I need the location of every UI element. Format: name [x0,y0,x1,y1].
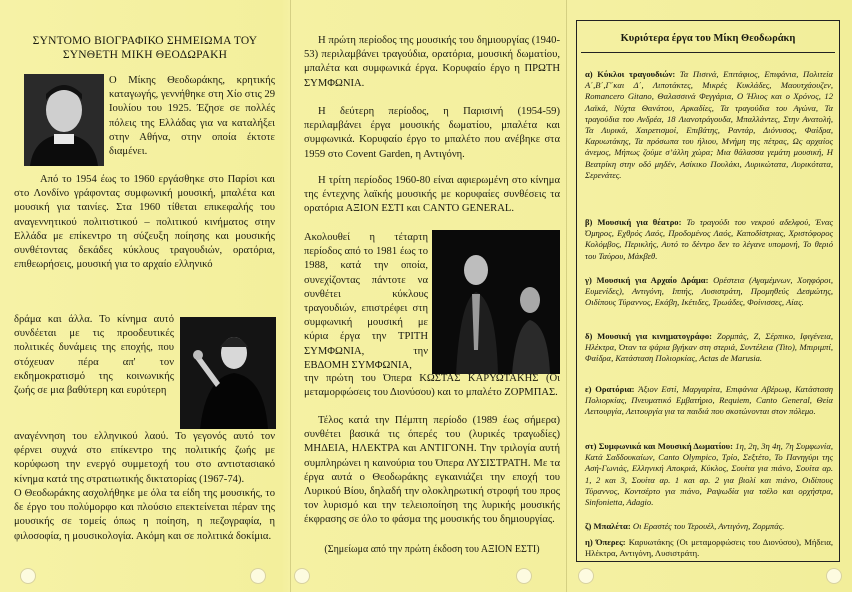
stage-photo [432,230,560,374]
works-section [585,384,833,418]
fold-line [566,0,567,592]
portrait-photo [24,74,104,166]
punch-hole [20,568,36,584]
section-text: Ζορμπάς, Ζ, Σέρπικο, Ιφιγένεια, Ηλέκτρα, Όταν τα ψάρια βγήκαν στη στεριά, Συντέλεια (Titο), Μπιριμπί, Φαίδρα, Κατάσταση Πολιορκίας, Actas de Marusia. [585,331,834,364]
works-section [585,217,833,262]
periods-column [304,0,560,592]
period-4-continued: την πρώτη του Όπερα ΚΩΣΤΑΣ ΚΑΡΥΩΤΑΚΗΣ (Οι μεταμορφώσεις του Διονύσου) και το μπαλέτο ΖΟΡΜΠΑΣ. [304,373,560,399]
conductor-photo [180,317,276,429]
section-text: Τα Πισινά, Επιτάφιος, Επιφάνια, Πολιτεία Α΄,Β΄,Γ΄και Δ΄, Λιποτάκτες, Μικρές Κυκλάδες, Μαουτχάουζεν, Romancero Gitano, Θαλασσινά Φεγγάρια, Ο Ήλιος και ο Χρόνος, 12 Λαϊκά, Νύχτα Θανάτου, Αρκαδίες, Τα τραγούδια του Αγώνα, Τα τραγούδια του Ανδρέα, 18 Λιανοτράγουδα, Μπαλλάντες, Στην Ανατολή, Τα Λυρικά, Χαιρετισμοί, Επιβάτης, Ραντάρ, Διόνυσος, Φαίδρα, Καρυωτάκης, Τα πρόσωπα του ήλιου, Μνήμη της πέτρας, Ως αρχαίος άνεμος, Μήπως ζούμε σ’άλλη χώρα; Μια θάλασσα γεμάτη μουσική, Η Βεατρίκη στην οδό μηδέν, Ασίκικο Πουλάκι, Λυρικώτατα, Λυρικότατα, Σερενάτες. [585,69,833,180]
punch-hole [516,568,532,584]
biography-column [14,0,276,592]
fold-line [290,0,291,592]
works-section [585,69,833,181]
section-text: 1η, 2η, 3η 4η, 7η Συμφωνία, Κατά Σαδδουκαίων, Canto Olympico, Τρίο, Σεξτέτο, Το Πανηγύρι της Ασή-Γωνιάς, Ελληνική Αποκριά, Κύκλος, Σουίτα για πιάνο, Σουίτα αρ. 1, 2 και 3, Σουίτα αρ. 1 και αρ. 2 για βιολί και πιάνο, Οιδίπους Τύραννος, Κοντσέρτο για πιάνο, Ραψωδία για τσέλο και ορχήστρα, Sinfonietta, Adagio. [585,441,833,508]
works-section [585,521,833,532]
section-label: η) Όπερες: [585,537,626,547]
section-label: α) Κύκλοι τραγουδιών: [585,69,676,79]
period-4-text: Ακολουθεί η τέταρτη περίοδος από το 1981 έως το 1988, κατά την οποία, συνεχίζοντας πάντοτε να συνθέτει κύκλους τραγουδιών, επιστρέφει στη συμφωνική μουσική με κύρια έργα την ΤΡΙΤΗ ΣΥΜΦΩΝΙΑ, την ΕΒΔΟΜΗ ΣΥΜΦΩΝΙΑ, [304,232,428,371]
paragraph-1: Από το 1954 έως το 1960 εργάσθηκε στο Παρίσι και στο Λονδίνο γράφοντας συμφωνική μουσική, μπαλέτα και μουσική για ταινίες. Στα 1960 τίθεται επικεφαλής του αναγεννητικού πολιτιστικού – πολιτικού κινήματος στην Ελλάδα με επίκεντρο τη σύζευξη ποίησης και μουσικής συνθέτοντας δεκάδες κύκλους τραγουδιών, ορατόρια, επιθεωρήσεις, μουσική για το αρχαίο ελληνικό [14,174,275,271]
portrait-image [24,74,104,166]
section-text: Καρυωτάκης (Οι μεταμορφώσεις του Διονύσου), Μήδεια, Ηλέκτρα, Αντιγόνη, Λυσιστράτη. [585,537,834,559]
title-line-1: ΣΥΝΤΟΜΟ ΒΙΟΓΡΑΦΙΚΟ ΣΗΜΕΙΩΜΑ ΤΟΥ [32,35,258,47]
works-box [576,20,840,562]
paragraph-2: αναγέννηση του ελληνικού λαού. Το γεγονός αυτό τον φέρνει συχνά στο επίκεντρο της πολιτικής ζωής με κορύφωση την ενεργό συμμετοχή του στο αντιστασιακό κίνημα κατά της στρατιωτικής δικτατορίας (1967-74). [14,431,275,485]
paragraph-1-continued: δράμα και άλλα. Το κίνημα αυτό συνδέεται με τις προοδευτικές πολιτικές δυνάμεις της εποχής, που στόχευαν πέρα απ' τον εκδημοκρατισμό της κοινωνικής ζωής σε μια βαθύτερη και ευρύτερη [14,314,174,397]
works-section [585,331,833,365]
section-text: Άξιον Εστί, Μαργαρίτα, Επιφάνια Αβέρωφ, Κατάσταση Πολιορκίας, Πνευματικό Εμβατήριο, Requiem, Canto General, Θεία Λειτουργία, Λειτουργία για τα παιδιά που σκοτώνονται στον πόλεμο. [585,384,833,417]
section-label: γ) Μουσική για Αρχαίο Δράμα: [585,275,709,285]
section-label: ζ) Μπαλέτα: [585,521,631,531]
section-text: Ορέστεια (Αγαμέμνων, Χοηφόροι, Ευμενίδες), Αντιγόνη, Ιππής, Λυσιστράτη, Προμηθεύς Δεσμώτης, Οιδίπους Τύραννος, Εκάβη, Ικέτιδες, Τρωάδες, Φοίνισσες, Αίας. [585,275,833,308]
biography-title [14,34,276,62]
period-2-text: Η δεύτερη περίοδος, η Παρισινή (1954-59) περιλαμβάνει έργα μουσικής δωματίου, μπαλέτα και συμφωνικά. Κορυφαίο έργο το μπαλέτο που ανέβηκε στα 1959 στο Covent Garden, η Αντιγόνη. [304,106,560,160]
period-1-text: Η πρώτη περίοδος της μουσικής του δημιουργίας (1940-53) περιλαμβάνει τραγούδια, ορατόρια, μουσική δωματίου, μπαλέτα και συμφωνικά έργα. Κορυφαίο έργο η ΠΡΩΤΗ ΣΥΜΦΩΝΙΑ. [304,35,560,89]
punch-hole [250,568,266,584]
punch-hole [826,568,842,584]
punch-hole [578,568,594,584]
section-label: β) Μουσική για θέατρο: [585,217,682,227]
conductor-image [180,317,276,429]
works-column [570,0,840,592]
works-section [585,275,833,309]
stage-image [432,230,560,374]
source-note: (Σημείωμα από την πρώτη έκδοση του ΑΞΙΟΝ ΕΣΤΙ) [324,544,540,555]
intro-text: Ο Μίκης Θεοδωράκης, κρητικής καταγωγής, γεννήθηκε στη Χίο στις 29 Ιουλίου του 1925. Έζησε σε πολλές πόλεις της Ελλάδας για να καταλήξει στην Αθήνα, στην οποία έκτοτε διαμένει. [109,75,275,158]
paragraph-3: Ο Θεοδωράκης ασχολήθηκε με όλα τα είδη της μουσικής, το δε έργο του πολύμορφο και πλούσιο επεκτείνεται πέραν της μουσικής σε τομείς όπως η ποίηση, η πεζογραφία, η φιλοσοφία, η μουσικολογία. Ακόμη και σε πολιτικά δοκίμια. [14,488,275,542]
section-text: Οι Εραστές του Τερουέλ, Αντιγόνη, Ζορμπάς. [632,521,785,531]
section-text: Το τραγούδι του νεκρού αδελφού, Ένας Όμηρος, Εχθρός Λαός, Προδομένος Λαός, Καποδίστριας, Χριστόφορος Κολόμβος, Περικλής, Αυτό το δέντρο δεν το λέγανε υπομονή, Το θεριό του Ταύρου, Μάκβεθ. [585,217,833,261]
section-label: δ) Μουσική για κινηματογράφο: [585,331,713,341]
works-title: Κυριότερα έργα του Μίκη Θεοδωράκη [581,21,835,53]
punch-hole [294,568,310,584]
works-section [585,537,833,559]
period-5-text: Τέλος κατά την Πέμπτη περίοδο (1989 έως σήμερα) συνθέτει βασικά τις όπερές του (λυρικές τραγωδίες) ΜΗΔΕΙΑ, ΗΛΕΚΤΡΑ και ΑΝΤΙΓΟΝΗ. Την τριλογία αυτή συμπληρώνει η καινούρια του Όπερα ΛΥΣΙΣΤΡΑΤΗ. Με τα έργα αυτά ο Θεοδωράκης εγκαινιάζει την εποχή του Λυρικού Βίου, δηλαδή την ολοκληρωτική στροφή του προς τον λυρισμό και την τελειοποίηση της λυρικής μουσικής έκφρασης σε όλο το φάσμα της μουσικής του δημιουργίας. [304,415,560,526]
section-label: στ) Συμφωνικά και Μουσική Δωματίου: [585,441,733,451]
section-label: ε) Ορατόρια: [585,384,635,394]
works-section [585,441,833,508]
period-3-text: Η τρίτη περίοδος 1960-80 είναι αφιερωμένη στο κίνημα της έντεχνης λαϊκής μουσικής με κορυφαίες συνθέσεις τα ορατόρια ΑΞΙΟΝ ΕΣΤΙ και CANTO GENERAL. [304,175,560,215]
title-line-2: ΣΥΝΘΕΤΗ ΜΙΚΗ ΘΕΟΔΩΡΑΚΗ [62,49,228,61]
